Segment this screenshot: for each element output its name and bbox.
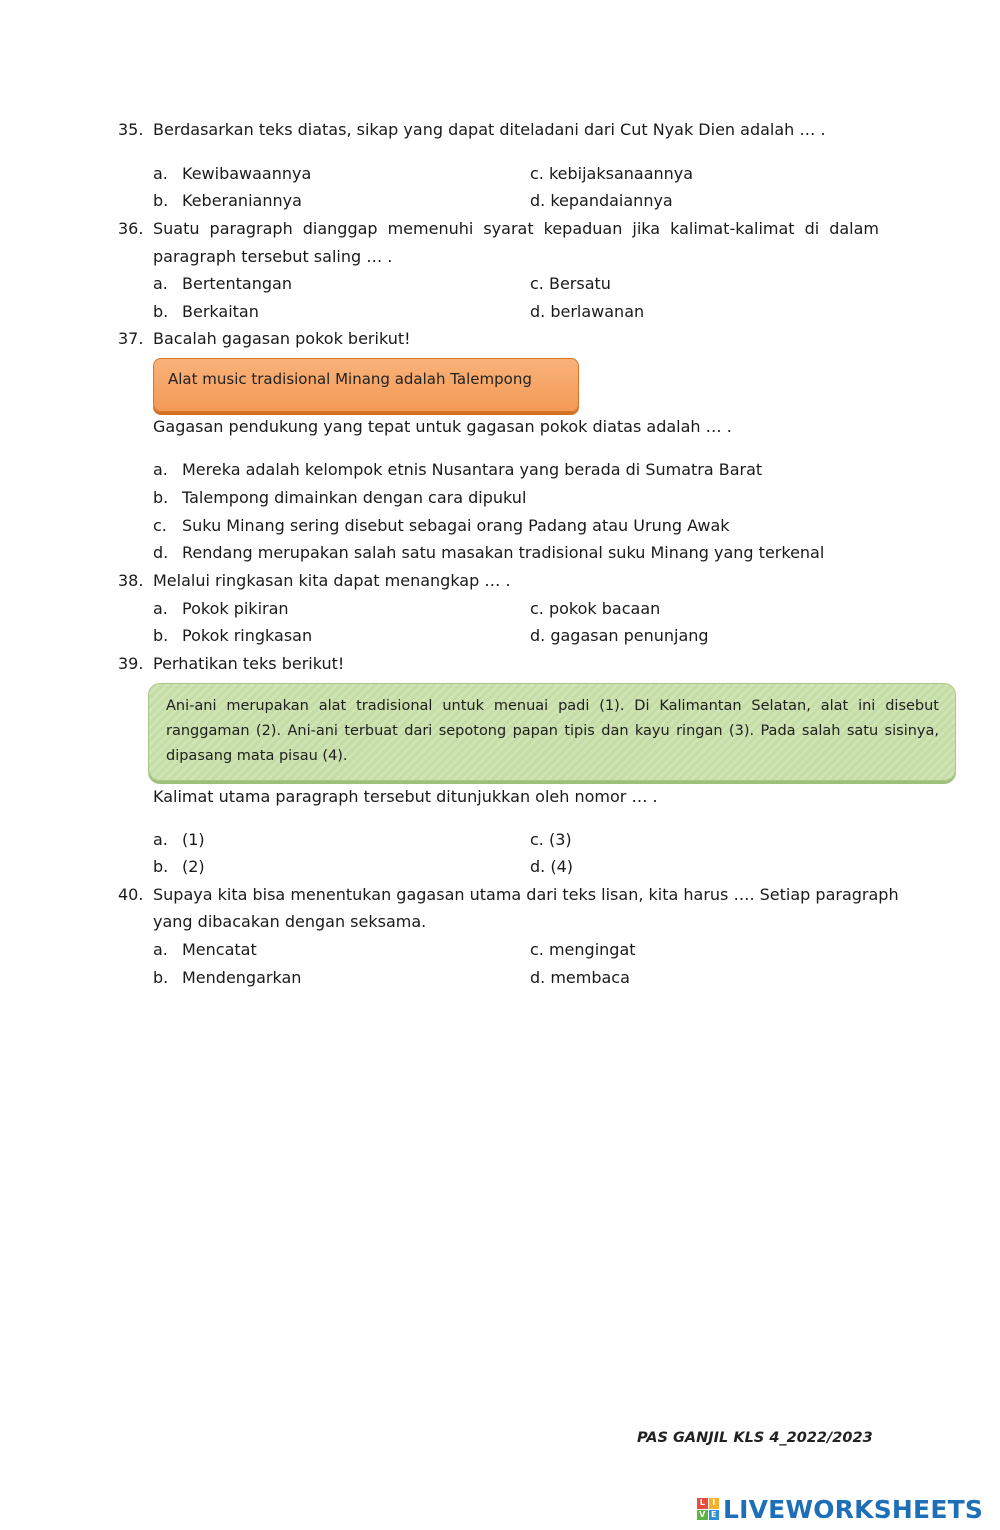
question-37-number: 37. [118,329,144,348]
main-idea-box [153,358,579,412]
logo-letter-i: I [709,1498,720,1509]
q38-option-b[interactable]: Pokok ringkasan [182,626,313,645]
q39-option-c[interactable]: c. (3) [530,830,572,849]
question-39-number: 39. [118,654,144,673]
q36-option-a-label: a. [153,274,168,293]
q37-option-c[interactable]: Suku Minang sering disebut sebagai orang Padang atau Urung Awak [182,516,730,535]
q39-option-a[interactable]: (1) [182,830,205,849]
logo-letter-e: E [709,1510,720,1521]
question-39-text: Perhatikan teks berikut! [153,654,345,673]
q38-option-a[interactable]: Pokok pikiran [182,599,289,618]
reading-text: Ani-ani merupakan alat tradisional untuk menuai padi (1). Di Kalimantan Selatan, alat ini disebut ranggaman (2). Ani-ani terbuat dari sepotong papan tipis dan kayu ringan (3). Pada salah satu sisinya, dipasang mata pisau (4). [166,698,939,764]
liveworksheets-logo-icon [697,1498,719,1520]
question-37-prompt: Gagasan pendukung yang tepat untuk gagasan pokok diatas adalah … . [153,417,732,436]
q35-option-a-label: a. [153,164,168,183]
q35-option-a[interactable]: Kewibawaannya [182,164,312,183]
q36-option-d[interactable]: d. berlawanan [530,302,645,321]
q36-option-b-label: b. [153,302,169,321]
q38-option-b-label: b. [153,626,169,645]
q37-option-d[interactable]: Rendang merupakan salah satu masakan tradisional suku Minang yang terkenal [182,543,825,562]
question-36-text-line2: paragraph tersebut saling … . [153,247,393,266]
reading-text-box [148,683,956,781]
q37-option-c-label: c. [153,516,167,535]
q39-option-d[interactable]: d. (4) [530,857,573,876]
liveworksheets-wordmark: LIVEWORKSHEETS [723,1494,984,1524]
logo-letter-v: V [697,1510,708,1521]
question-40-text-line2: yang dibacakan dengan seksama. [153,912,427,931]
q40-option-b[interactable]: Mendengarkan [182,968,302,987]
q36-option-a[interactable]: Bertentangan [182,274,292,293]
question-36-text-line1: Suatu paragraph dianggap memenuhi syarat kepaduan jika kalimat-kalimat di dalam [153,219,879,238]
q40-option-d[interactable]: d. membaca [530,968,630,987]
q37-option-d-label: d. [153,543,169,562]
q39-option-a-label: a. [153,830,168,849]
question-37-text: Bacalah gagasan pokok berikut! [153,329,411,348]
question-40-text-line1: Supaya kita bisa menentukan gagasan utama dari teks lisan, kita harus …. Setiap paragraph [153,885,899,904]
q39-option-b[interactable]: (2) [182,857,205,876]
q37-option-b[interactable]: Talempong dimainkan dengan cara dipukul [182,488,527,507]
q36-option-c[interactable]: c. Bersatu [530,274,611,293]
liveworksheets-logo[interactable] [697,1494,983,1524]
q35-option-d[interactable]: d. kepandaiannya [530,191,673,210]
main-idea-text: Alat music tradisional Minang adalah Talempong [168,370,532,388]
question-39-prompt: Kalimat utama paragraph tersebut ditunjukkan oleh nomor … . [153,787,658,806]
q36-option-b[interactable]: Berkaitan [182,302,259,321]
q35-option-c[interactable]: c. kebijaksanaannya [530,164,694,183]
q35-option-b[interactable]: Keberaniannya [182,191,302,210]
q40-option-a-label: a. [153,940,168,959]
q38-option-d[interactable]: d. gagasan penunjang [530,626,709,645]
question-38-number: 38. [118,571,144,590]
q35-option-b-label: b. [153,191,169,210]
question-35-text: Berdasarkan teks diatas, sikap yang dapat diteladani dari Cut Nyak Dien adalah … . [153,120,826,139]
question-38-text: Melalui ringkasan kita dapat menangkap … . [153,571,511,590]
q40-option-c[interactable]: c. mengingat [530,940,636,959]
question-40-number: 40. [118,885,144,904]
q37-option-b-label: b. [153,488,169,507]
q39-option-b-label: b. [153,857,169,876]
logo-letter-l: L [697,1498,708,1509]
q38-option-a-label: a. [153,599,168,618]
q40-option-a[interactable]: Mencatat [182,940,257,959]
footer-exam-label: PAS GANJIL KLS 4_2022/2023 [637,1430,873,1446]
q37-option-a[interactable]: Mereka adalah kelompok etnis Nusantara yang berada di Sumatra Barat [182,460,763,479]
question-36-number: 36. [118,219,144,238]
q38-option-c[interactable]: c. pokok bacaan [530,599,661,618]
q40-option-b-label: b. [153,968,169,987]
q37-option-a-label: a. [153,460,168,479]
question-35-number: 35. [118,120,144,139]
